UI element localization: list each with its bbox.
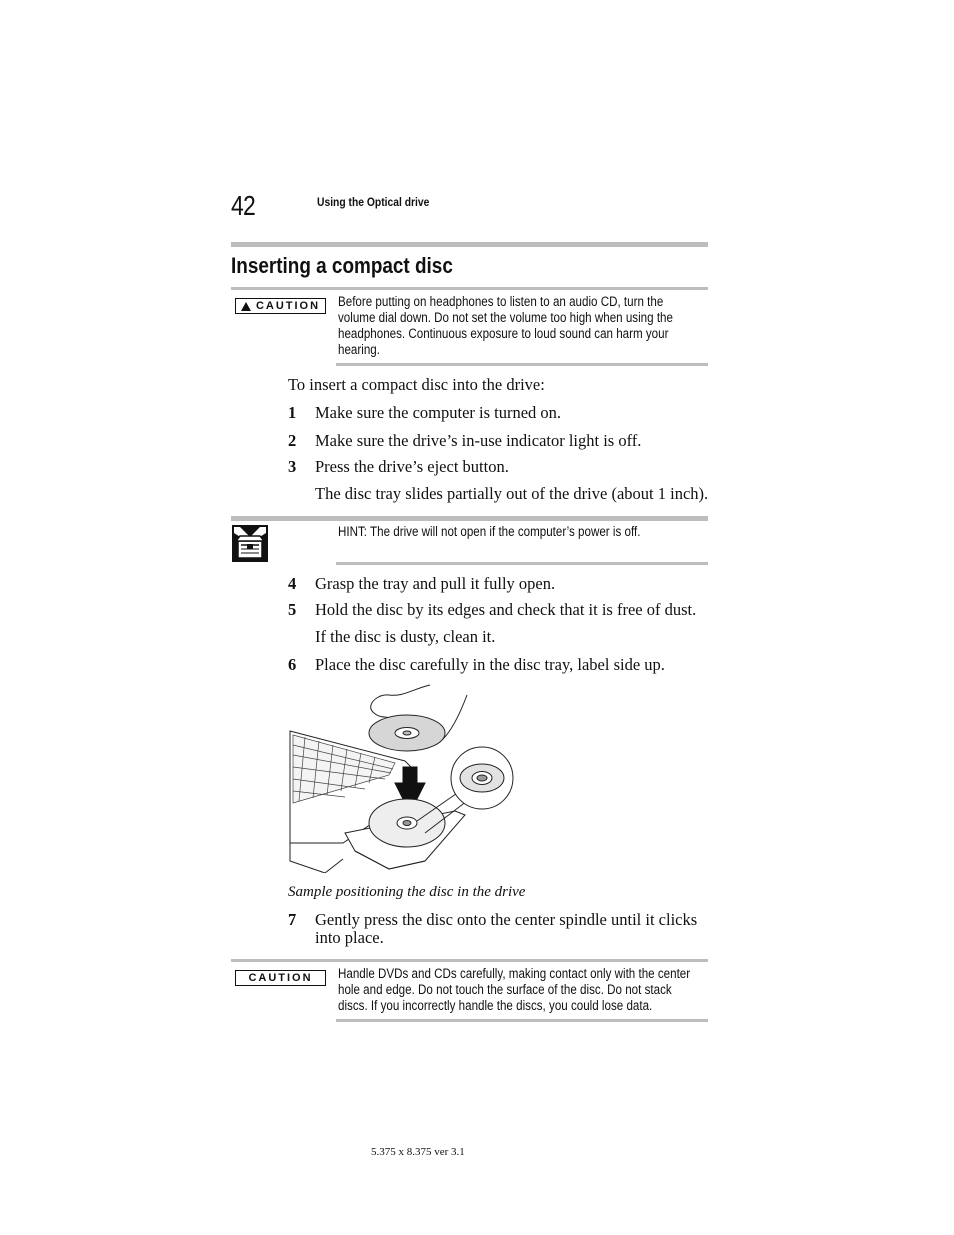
step-number: 1 <box>288 403 297 422</box>
caution1-line: volume dial down. Do not set the volume too high when using the <box>338 310 673 325</box>
page-number: 42 <box>231 190 255 221</box>
section-title: Inserting a compact disc <box>231 253 453 278</box>
running-head: Using the Optical drive <box>317 195 430 209</box>
step-text: Grasp the tray and pull it fully open. <box>315 574 556 593</box>
toolbox-hint-icon <box>232 525 268 562</box>
step-number: 3 <box>288 457 297 476</box>
caution2-line: Handle DVDs and CDs carefully, making contact only with the center <box>338 966 691 981</box>
caution1-bottom-rule <box>336 363 708 366</box>
section-top-rule <box>231 242 708 247</box>
hint-text: HINT: The drive will not open if the computer’s power is off. <box>338 524 641 539</box>
caution1-line: Before putting on headphones to listen to an audio CD, turn the <box>338 294 664 309</box>
step-text: Place the disc carefully in the disc tray, label side up. <box>315 655 665 674</box>
caution2-top-rule <box>231 959 708 962</box>
step-text: Hold the disc by its edges and check that it is free of dust. <box>315 600 697 619</box>
caution2-bottom-rule <box>336 1019 708 1022</box>
hint-bottom-rule <box>336 562 708 565</box>
caution-badge <box>235 298 326 314</box>
step-number: 2 <box>288 431 297 450</box>
caution-label: CAUTION <box>248 972 313 984</box>
caution1-text <box>338 294 673 358</box>
step-number: 4 <box>288 574 297 593</box>
warning-triangle-icon <box>241 302 251 311</box>
step-text-continued: into place. <box>315 928 384 947</box>
step-text: Make sure the computer is turned on. <box>315 403 562 422</box>
step-detail: The disc tray slides partially out of the drive (about 1 inch). <box>315 484 709 503</box>
caution1-top-rule <box>231 287 708 290</box>
caution1-line: hearing. <box>338 342 380 357</box>
caution-badge <box>235 970 326 986</box>
step-number: 5 <box>288 600 297 619</box>
intro-text: To insert a compact disc into the drive: <box>288 375 545 394</box>
step-number: 6 <box>288 655 297 674</box>
caution1-line: headphones. Continuous exposure to loud sound can harm your <box>338 326 669 341</box>
caution-label: CAUTION <box>255 300 321 312</box>
figure-caption: Sample positioning the disc in the drive <box>288 884 526 900</box>
caution2-line: hole and edge. Do not touch the surface of the disc. Do not stack <box>338 982 672 997</box>
step-detail: If the disc is dusty, clean it. <box>315 627 496 646</box>
step-number: 7 <box>288 910 297 929</box>
caution2-line: discs. If you incorrectly handle the discs, you could lose data. <box>338 998 653 1013</box>
hint-top-rule <box>231 516 708 521</box>
step-text: Make sure the drive’s in-use indicator light is off. <box>315 431 642 450</box>
footer-version: 5.375 x 8.375 ver 3.1 <box>371 1146 465 1158</box>
step-text: Gently press the disc onto the center spindle until it clicks <box>315 910 698 929</box>
step-text: Press the drive’s eject button. <box>315 457 509 476</box>
laptop-disc-insertion-illustration <box>285 683 520 873</box>
caution2-text <box>338 966 690 1014</box>
